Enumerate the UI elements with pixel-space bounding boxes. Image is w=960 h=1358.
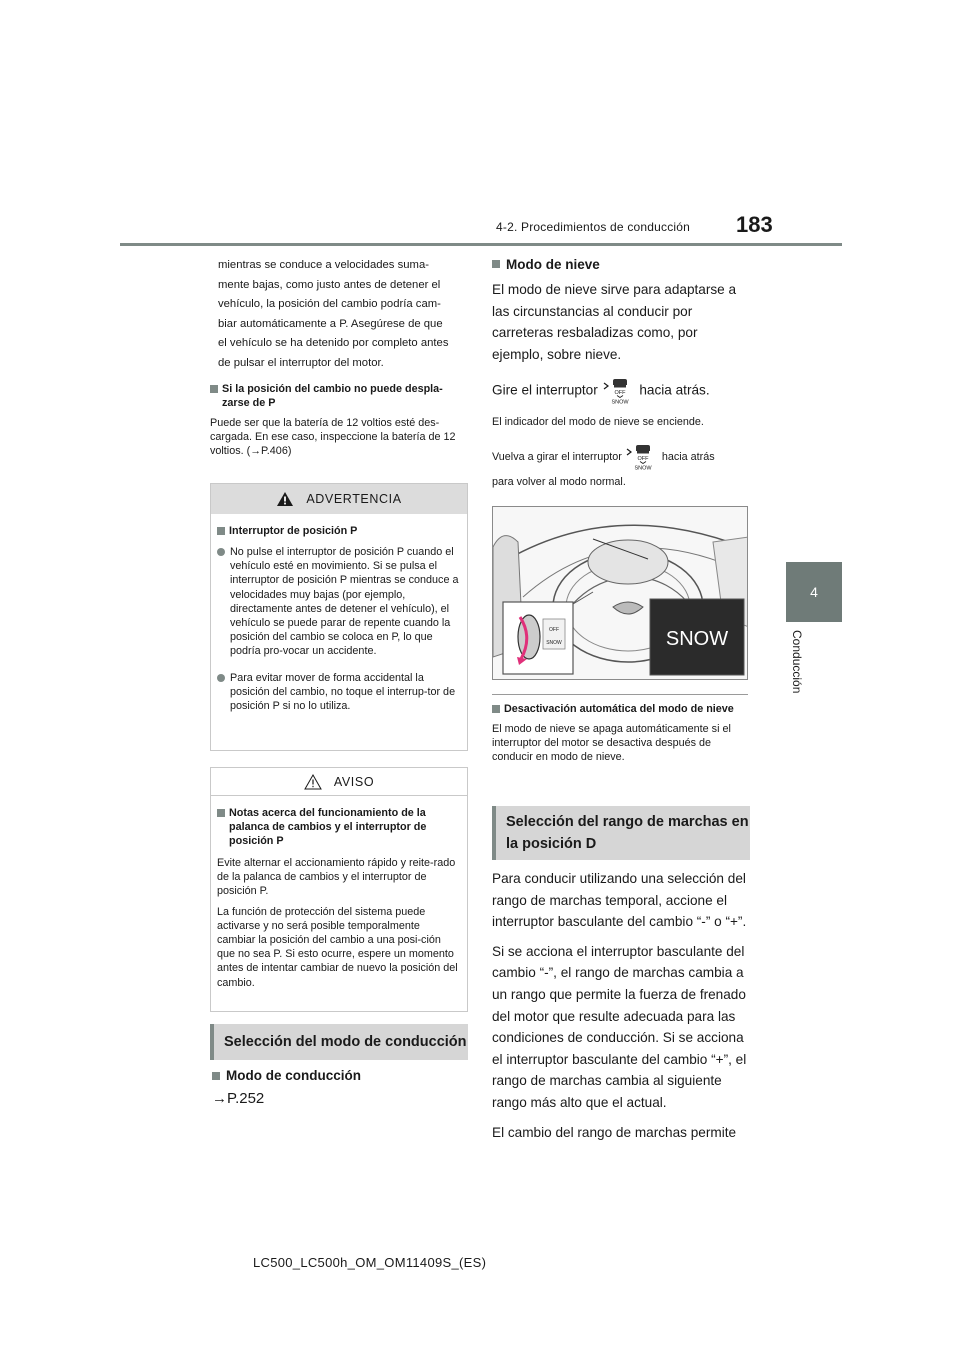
footer-doc-code: LC500_LC500h_OM_OM11409S_(ES): [253, 1255, 487, 1270]
turn-instruction: [492, 377, 748, 405]
icon-snow-text: SNOW: [611, 399, 629, 406]
snow-switch-icon: [602, 377, 636, 405]
icon-off-text: OFF: [637, 456, 649, 463]
warning-triangle-icon: [276, 491, 294, 507]
p-shift-heading-text: Si la posición del cambio no puede despla-zarse de P: [222, 382, 443, 409]
square-bullet-icon: [210, 385, 218, 393]
snow-mode-heading-text: Modo de nieve: [506, 257, 600, 272]
dot-bullet-icon: [217, 548, 225, 556]
dashboard-illustration: [493, 507, 748, 680]
warning-body: [211, 514, 467, 713]
intro-text: [210, 256, 468, 374]
range-paragraph: Para conducir utilizando una selección del rango de marchas temporal, accione el interruptor basculante del cambio “-” o “+”.: [492, 871, 747, 930]
illustration-rule: [492, 694, 748, 695]
drive-mode-section-title: Selección del modo de conducción: [210, 1024, 468, 1060]
notice-body: [211, 796, 467, 990]
snow-indicator-text: SNOW: [665, 628, 729, 650]
warning-bullet-text: No pulse el interruptor de posición P cuando el vehículo esté en movimiento. Si se pulsa el interruptor de posición P mientras se conduce a velocidades muy bajas (por ejemplo, directamente antes de detener el vehículo), el vehículo se puede parar de repente cuando la posición del cambio se coloca en P, lo que podría pro-vocar un accidente.: [230, 546, 459, 658]
p-shift-heading: [210, 382, 468, 410]
drive-mode-page-ref[interactable]: →P.252: [212, 1090, 265, 1107]
snow-mode-heading: [492, 256, 748, 273]
turn-prefix: Gire el interruptor: [492, 382, 598, 398]
snow-switch-icon: [625, 443, 659, 471]
warning-title: ADVERTENCIA: [306, 492, 402, 506]
inset-snow-text: SNOW: [546, 640, 562, 646]
turn-suffix: hacia atrás.: [639, 382, 710, 398]
left-column: [210, 256, 468, 458]
return-prefix: Vuelva a girar el interruptor: [492, 451, 622, 464]
chapter-tab[interactable]: 4: [786, 562, 842, 622]
warning-heading-text: Interruptor de posición P: [229, 525, 358, 537]
dot-bullet-icon: [217, 674, 225, 682]
page-number: 183: [736, 212, 773, 237]
drive-mode-heading-text: Modo de conducción: [226, 1068, 361, 1083]
intro-line: el vehículo se ha detenido por completo antes: [218, 337, 449, 350]
return-suffix: hacia atrás: [661, 451, 715, 464]
auto-off-body: El modo de nieve se apaga automáticamente si el interruptor del motor se desactiva después de conducir en modo de nieve.: [492, 723, 731, 764]
intro-line: de pulsar el interruptor del motor.: [218, 356, 384, 369]
snow-mode-illustration: [492, 506, 748, 680]
chapter-label: Conducción: [790, 630, 804, 694]
icon-off-text: OFF: [614, 390, 626, 397]
range-paragraph: Si se acciona el interruptor basculante del cambio “-”, el rango de marchas cambia a un rango que permite la fuerza de frenado del motor que resulte adecuada para las condiciones de conducción. Si se acciona el interruptor basculante del cambio “+”, el rango de marchas cambia al siguiente rango más alto que el actual.: [492, 943, 747, 1110]
square-bullet-icon: [492, 260, 500, 268]
snow-mode-body: El modo de nieve sirve para adaptarse a las circunstancias al conducir por carreteras resbaladizas como, por ejemplo, sobre nieve.: [492, 282, 737, 362]
square-bullet-icon: [217, 527, 225, 535]
indicator-text: El indicador del modo de nieve se enciende.: [492, 416, 704, 429]
notice-paragraph: La función de protección del sistema puede activarse y no será posible temporalmente cambiar la posición del cambio a una posi-ción que no sea P. Si esto ocurre, espere un momento antes de intentar cambiar de nuevo la posición del cambio.: [217, 905, 458, 989]
square-bullet-icon: [217, 809, 225, 817]
warning-bullet-text: Para evitar mover de forma accidental la posición del cambio, no toque el interrup-tor de posición P si no lo utiliza.: [230, 671, 456, 713]
square-bullet-icon: [212, 1072, 220, 1080]
icon-snow-text: SNOW: [634, 465, 652, 472]
warning-header: [211, 484, 467, 514]
range-paragraph: El cambio del rango de marchas permite: [492, 1124, 737, 1140]
header-rule: [120, 243, 842, 246]
intro-line: biar automáticamente a P. Asegúrese de que: [218, 317, 443, 330]
inset-off-text: OFF: [549, 627, 559, 633]
auto-off-heading-text: Desactivación automática del modo de nieve: [504, 703, 734, 715]
warning-heading: [217, 524, 459, 538]
notice-box: [210, 767, 468, 1012]
return-line2: para volver al modo normal.: [492, 476, 626, 489]
notice-paragraph: Evite alternar el accionamiento rápido y reite-rado de la palanca de cambios y el interruptor de posición P.: [217, 857, 456, 898]
drive-mode-heading: [212, 1068, 361, 1083]
intro-line: mientras se conduce a velocidades suma-: [218, 259, 429, 271]
return-instruction: [492, 443, 748, 471]
notice-heading-text: Notas acerca del funcionamiento de la palanca de cambios y el interruptor de posición P: [229, 807, 427, 847]
p-shift-body: Puede ser que la batería de 12 voltios esté des-cargada. En ese caso, inspeccione la batería de 12 voltios. (→P.406): [210, 416, 456, 457]
right-column: [492, 256, 748, 489]
warning-bullet: [217, 671, 459, 714]
auto-off-section: [492, 702, 748, 765]
intro-line: vehículo, la posición del cambio podría cam-: [218, 298, 441, 311]
warning-bullet: [217, 545, 459, 659]
square-bullet-icon: [492, 705, 500, 713]
warning-box: [210, 483, 468, 751]
section-title: 4-2. Procedimientos de conducción: [496, 220, 691, 234]
caution-triangle-icon: [304, 774, 322, 790]
notice-header: [211, 768, 467, 796]
intro-line: mente bajas, como justo antes de detener el: [218, 278, 441, 291]
range-section-title: Selección del rango de marchas en la posición D: [492, 806, 750, 860]
notice-heading: [217, 806, 459, 848]
auto-off-heading: [492, 702, 748, 716]
notice-title: AVISO: [333, 774, 375, 789]
range-section: [492, 868, 748, 1143]
